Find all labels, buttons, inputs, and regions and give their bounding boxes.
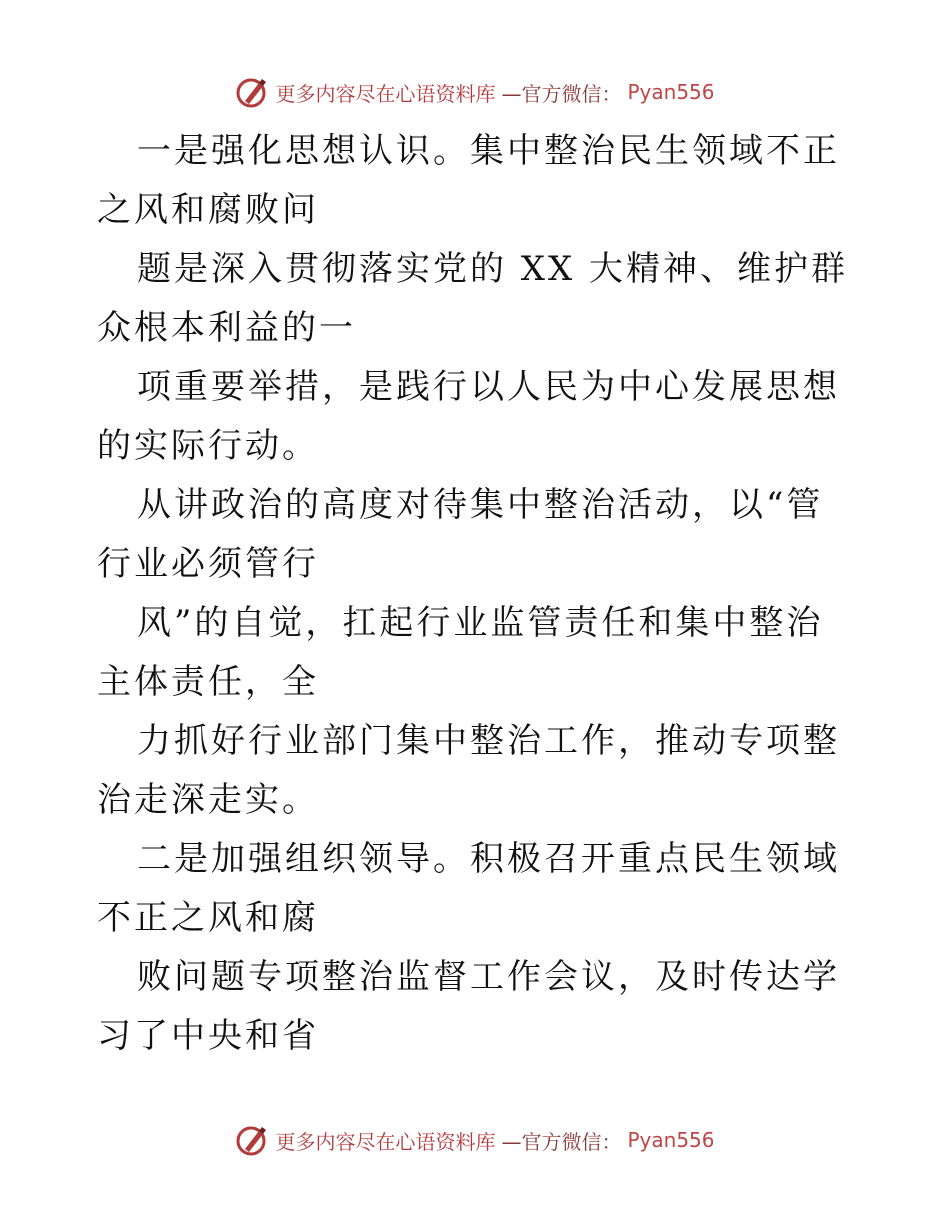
document-body: [97, 122, 857, 1066]
paragraph: 项重要举措，是践行以人民为中心发展思想的实际行动。: [97, 367, 840, 466]
watermark-id-text: Pyan556: [627, 1128, 715, 1152]
paragraph: 风”的自觉，扛起行业监管责任和集中整治主体责任，全: [97, 603, 824, 702]
paragraph: 二是加强组织领导。积极召开重点民生领域不正之风和腐: [97, 839, 840, 938]
watermark-id-text: Pyan556: [627, 80, 715, 104]
pen-logo-icon: [235, 1123, 269, 1157]
pen-logo-icon: [235, 75, 269, 109]
paragraph: 力抓好行业部门集中整治工作，推动专项整治走深走实。: [97, 721, 840, 820]
paragraph: 败问题专项整治监督工作会议，及时传达学习了中央和省: [97, 957, 840, 1056]
watermark-header: [0, 72, 950, 112]
watermark-main-text: 更多内容尽在心语资料库: [275, 81, 496, 106]
watermark-sub-text: —官方微信：: [501, 1129, 622, 1154]
watermark-footer: [0, 1120, 950, 1160]
watermark-sub-text: —官方微信：: [501, 81, 622, 106]
paragraph: 一是强化思想认识。集中整治民生领域不正之风和腐败问: [97, 131, 840, 230]
paragraph: 题是深入贯彻落实党的 XX 大精神、维护群众根本利益的一: [97, 249, 849, 348]
watermark-main-text: 更多内容尽在心语资料库: [275, 1129, 496, 1154]
paragraph: 从讲政治的高度对待集中整治活动，以“管行业必须管行: [97, 485, 824, 584]
